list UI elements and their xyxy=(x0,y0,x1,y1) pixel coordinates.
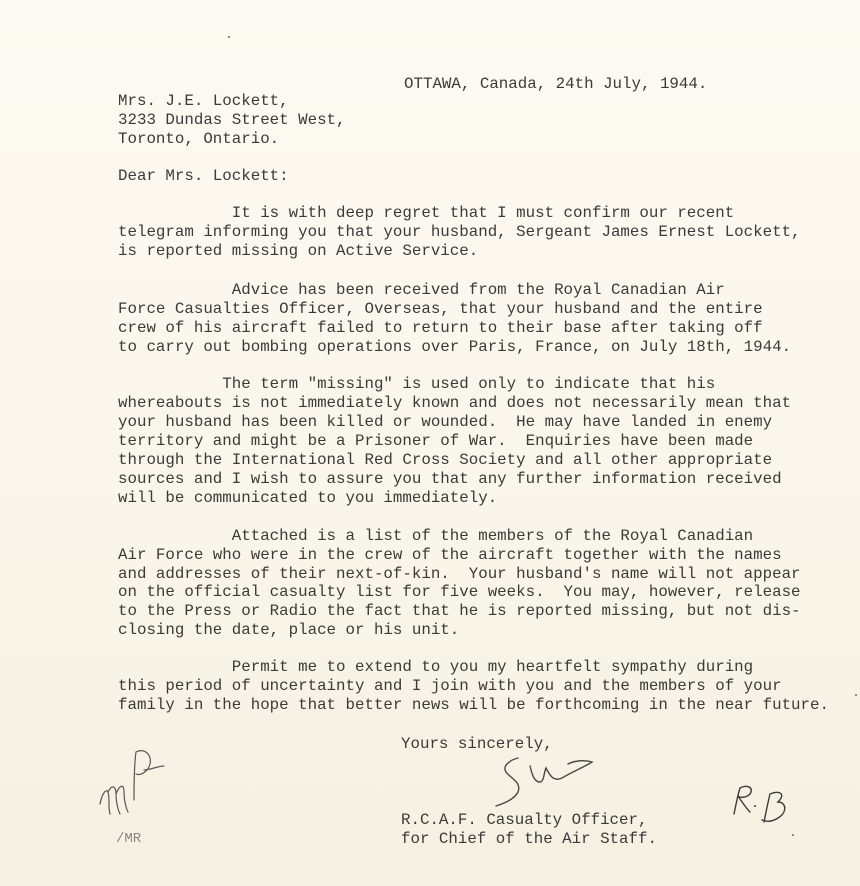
salutation: Dear Mrs. Lockett: xyxy=(118,167,289,185)
paragraph-1-line-3: is reported missing on Active Service. xyxy=(118,242,479,260)
paragraph-3-line-5: through the International Red Cross Society and all other appropriate xyxy=(118,451,773,469)
signature-subtitle: for Chief of the Air Staff. xyxy=(401,830,657,848)
paragraph-4-line-3: and addresses of their next-of-kin. Your husband's name will not appear xyxy=(118,565,801,583)
paragraph-2-line-2: Force Casualties Officer, Overseas, that your husband and the entire xyxy=(118,300,763,318)
paragraph-2-line-4: to carry out bombing operations over Paris, France, on July 18th, 1944. xyxy=(118,338,792,356)
dateline: OTTAWA, Canada, 24th July, 1944. xyxy=(404,75,708,93)
paper-speck xyxy=(855,694,857,696)
paragraph-4-line-6: closing the date, place or his unit. xyxy=(118,621,460,639)
handwritten-initials-left xyxy=(96,744,166,824)
paragraph-4-line-1: Attached is a list of the members of the Royal Canadian xyxy=(118,527,754,545)
paragraph-3-line-4: territory and might be a Prisoner of War. Enquiries have been made xyxy=(118,432,754,450)
recipient-city: Toronto, Ontario. xyxy=(118,130,280,148)
recipient-name: Mrs. J.E. Lockett, xyxy=(118,92,289,110)
paragraph-4-line-5: to the Press or Radio the fact that he is reported missing, but not dis- xyxy=(118,602,801,620)
closing: Yours sincerely, xyxy=(401,735,553,753)
paragraph-5-line-1: Permit me to extend to you my heartfelt sympathy during xyxy=(118,658,754,676)
typist-reference: /MR xyxy=(116,831,142,847)
paragraph-3-line-1: The term "missing" is used only to indicate that his xyxy=(118,375,716,393)
handwritten-initials-right xyxy=(728,782,792,828)
paragraph-3-line-6: sources and I wish to assure you that any further information received xyxy=(118,470,782,488)
paragraph-3-line-2: whereabouts is not immediately known and does not necessarily mean that xyxy=(118,394,792,412)
paragraph-1-line-1: It is with deep regret that I must confirm our recent xyxy=(118,204,735,222)
paper-speck xyxy=(792,834,794,836)
paragraph-4-line-2: Air Force who were in the crew of the aircraft together with the names xyxy=(118,546,782,564)
paragraph-1-line-2: telegram informing you that your husband, Sergeant James Ernest Lockett, xyxy=(118,223,801,241)
paper-speck xyxy=(228,36,230,38)
paragraph-5-line-2: this period of uncertainty and I join with you and the members of your xyxy=(118,677,782,695)
signature-title: R.C.A.F. Casualty Officer, xyxy=(401,811,648,829)
paragraph-2-line-3: crew of his aircraft failed to return to their base after taking off xyxy=(118,319,763,337)
paragraph-3-line-7: will be communicated to you immediately. xyxy=(118,489,498,507)
paragraph-3-line-3: your husband has been killed or wounded. He may have landed in enemy xyxy=(118,413,773,431)
paragraph-5-line-3: family in the hope that better news will be forthcoming in the near future. xyxy=(118,696,829,714)
paragraph-2-line-1: Advice has been received from the Royal Canadian Air xyxy=(118,281,725,299)
paragraph-4-line-4: on the official casualty list for five weeks. You may, however, release xyxy=(118,583,801,601)
recipient-street: 3233 Dundas Street West, xyxy=(118,111,346,129)
handwritten-signature xyxy=(488,752,598,812)
